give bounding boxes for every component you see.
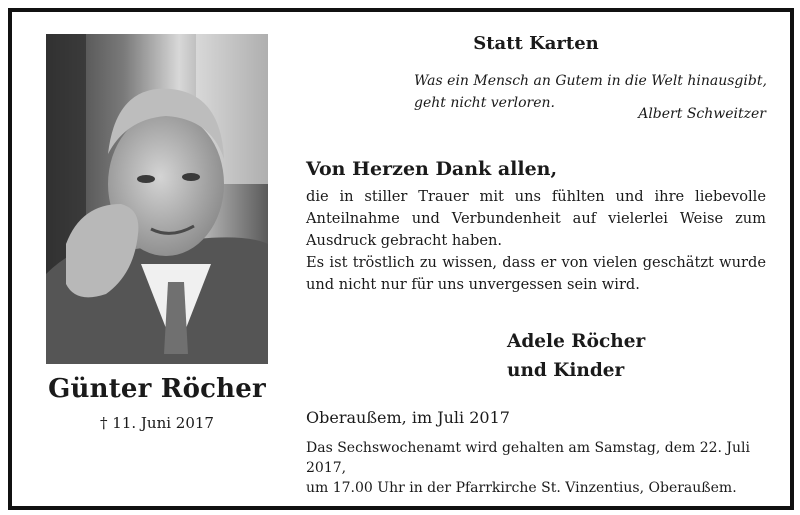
body-paragraph: Es ist tröstlich zu wissen, dass er von vielen geschätzt wurde und nicht nur für uns unvergessen sein wird. [306,254,766,293]
signature [507,327,767,385]
place-date: Oberaußem, im Juli 2017 [306,408,510,427]
mass-line: um 17.00 Uhr in der Pfarrkirche St. Vinzentius, Oberaußem. [306,480,737,496]
death-date: † 11. Juni 2017 [100,414,214,432]
signature-line: Adele Röcher [507,331,646,352]
signature-line: und Kinder [507,360,625,381]
mass-line: Das Sechswochenamt wird gehalten am Samstag, dem 22. Juli 2017, [306,440,751,476]
deceased-name: Günter Röcher [48,374,266,404]
thanks-heading: Von Herzen Dank allen, [306,158,558,180]
mass-info [306,438,766,498]
thanks-body [306,186,766,296]
quote-line: Was ein Mensch an Gutem in die Welt hinausgibt, [414,73,767,89]
headline: Statt Karten [473,33,599,54]
quote-line: geht nicht verloren. [414,95,556,111]
body-paragraph: die in stiller Trauer mit uns fühlten und ihre liebevolle Anteilnahme und Verbundenheit auf vielerlei Weise zum Ausdruck gebracht haben. [306,188,766,249]
quote-author: Albert Schweitzer [638,106,766,122]
portrait-photo [46,34,268,364]
